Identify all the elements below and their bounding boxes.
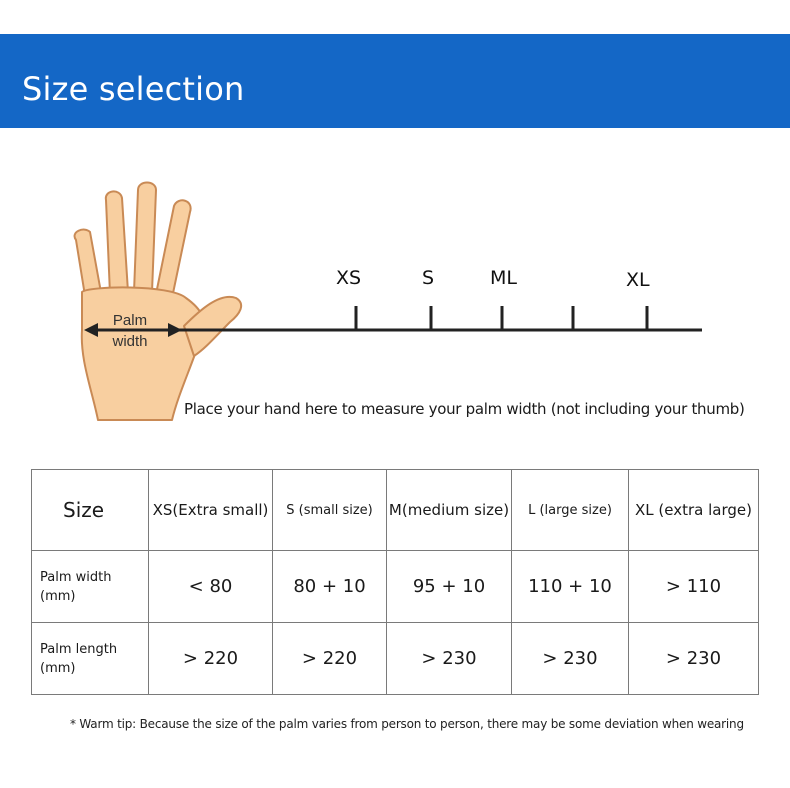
- table-cell: > 220: [273, 623, 387, 695]
- warm-tip-footnote: * Warm tip: Because the size of the palm varies from person to person, there may be some deviation when wearing: [70, 717, 744, 731]
- size-mark-ml: ML: [490, 267, 517, 289]
- size-mark-xs: XS: [336, 267, 362, 289]
- header-l: L (large size): [512, 470, 629, 551]
- size-table: [31, 469, 759, 695]
- header-xl: XL (extra large): [629, 470, 759, 551]
- page-title: Size selection: [22, 70, 245, 108]
- left-arrowhead: [84, 323, 98, 337]
- header-size: Size: [32, 470, 149, 551]
- measure-instruction: Place your hand here to measure your palm width (not including your thumb): [184, 400, 745, 418]
- table-cell: > 230: [629, 623, 759, 695]
- table-cell: > 230: [387, 623, 512, 695]
- header-s: S (small size): [273, 470, 387, 551]
- table-cell: > 230: [512, 623, 629, 695]
- table-row-palm-length: [32, 623, 759, 695]
- table-header-row: [32, 470, 759, 551]
- header-m: M(medium size): [387, 470, 512, 551]
- table-cell: 110 + 10: [512, 551, 629, 623]
- table-cell: < 80: [149, 551, 273, 623]
- size-mark-s: S: [422, 267, 435, 289]
- row-label-palm-width: Palm width (mm): [32, 551, 149, 623]
- table-cell: 95 + 10: [387, 551, 512, 623]
- header-xs: XS(Extra small): [149, 470, 273, 551]
- right-arrowhead: [168, 323, 182, 337]
- size-mark-xl: XL: [626, 269, 650, 291]
- row-label-palm-length: Palm length (mm): [32, 623, 149, 695]
- palm-width-label: Palm width: [112, 312, 148, 350]
- table-cell: > 220: [149, 623, 273, 695]
- table-cell: 80 + 10: [273, 551, 387, 623]
- table-row-palm-width: [32, 551, 759, 623]
- table-cell: > 110: [629, 551, 759, 623]
